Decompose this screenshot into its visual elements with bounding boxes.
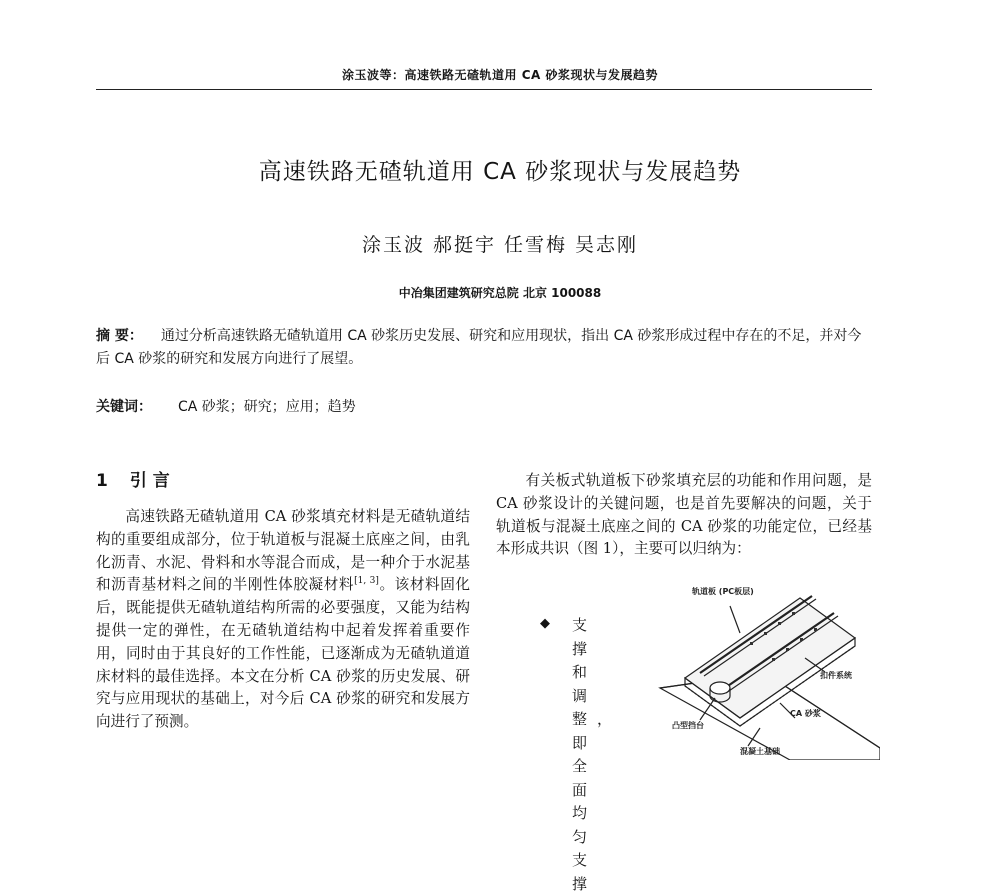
label-fastener: 扣件系统 — [820, 671, 852, 680]
abstract-text: 通过分析高速铁路无碴轨道用 CA 砂浆历史发展、研究和应用现状，指出 CA 砂浆形成过程中存在的不足，并对今后 CA 砂浆的研究和发展方向进行了展望。 — [96, 328, 862, 367]
section-number: 1 — [96, 471, 108, 491]
intro-text-part1: 高速铁路无碴轨道用 CA 砂浆填充材料是无碴轨道结构的重要组成部分，位于轨道板与混凝土底座之间，由乳化沥青、水泥、骨料和水等混合而成，是一种介于水泥基和沥青基材料之间的半刚性体胶凝材料 — [96, 508, 470, 594]
label-track-slab: 轨道板 (PC板层) — [692, 587, 754, 596]
fastener-mark — [814, 628, 817, 631]
header-rule — [96, 89, 872, 90]
label-concrete-base: 混凝土基础 — [740, 747, 780, 756]
paper-authors: 涂玉波 郝挺宇 任雪梅 吴志刚 — [361, 234, 639, 256]
paper-title: 高速铁路无碴轨道用 CA 砂浆现状与发展趋势 — [258, 159, 742, 185]
citation: [1, 3] — [354, 576, 379, 587]
leader-slab — [730, 606, 740, 633]
fastener-mark — [772, 658, 775, 661]
keywords — [96, 396, 872, 416]
function-text: 有关板式轨道板下砂浆填充层的功能和作用问题，是 CA 砂浆设计的关键问题，也是首先要解决的问题，关于轨道板与混凝土底座之间的 CA 砂浆的功能定位，已经基本形成共识（图 1），主要可以归纳为： — [496, 472, 872, 558]
keywords-text: CA 砂浆；研究；应用；趋势 — [178, 399, 356, 415]
bump-stopper — [710, 682, 730, 694]
intro-text-part2: 。该材料固化后，既能提供无碴轨道结构所需的必要强度，又能为结构提供一定的弹性，在无碴轨道结构中起着发挥着重要作用，同时由于其良好的工作性能，已逐渐成为无碴轨道道床材料的最佳选择。本文在分析 CA 砂浆的历史发展、研究与应用现状的基础上，对今后 CA 砂浆的研究和发展方向进行了预测。 — [96, 576, 470, 731]
function-paragraph — [496, 470, 872, 561]
leader-base — [748, 728, 760, 746]
abstract — [96, 325, 872, 371]
fastener-mark — [750, 642, 753, 645]
author-affiliation: 中冶集团建筑研究总院 北京 100088 — [398, 286, 602, 300]
fastener-mark — [792, 612, 795, 615]
fastener-mark — [764, 632, 767, 635]
keywords-label: 关键词： — [96, 399, 152, 415]
abstract-label: 摘 要： — [96, 328, 143, 344]
fastener-mark — [800, 638, 803, 641]
label-bump-stopper: 凸型挡台 — [672, 721, 704, 730]
fastener-mark — [778, 622, 781, 625]
section-heading — [96, 466, 170, 491]
intro-paragraph — [96, 506, 470, 734]
diamond-bullet-icon: ◆ — [540, 616, 550, 631]
track-structure-figure — [630, 578, 880, 760]
section-title: 引 言 — [129, 471, 170, 491]
bullet-item: 支撑和调整，即全面均匀支撑 — [572, 616, 623, 893]
running-head: 涂玉波等：高速铁路无碴轨道用 CA 砂浆现状与发展趋势 — [342, 68, 658, 82]
label-ca-mortar: CA 砂浆 — [790, 709, 821, 718]
fastener-mark — [786, 648, 789, 651]
